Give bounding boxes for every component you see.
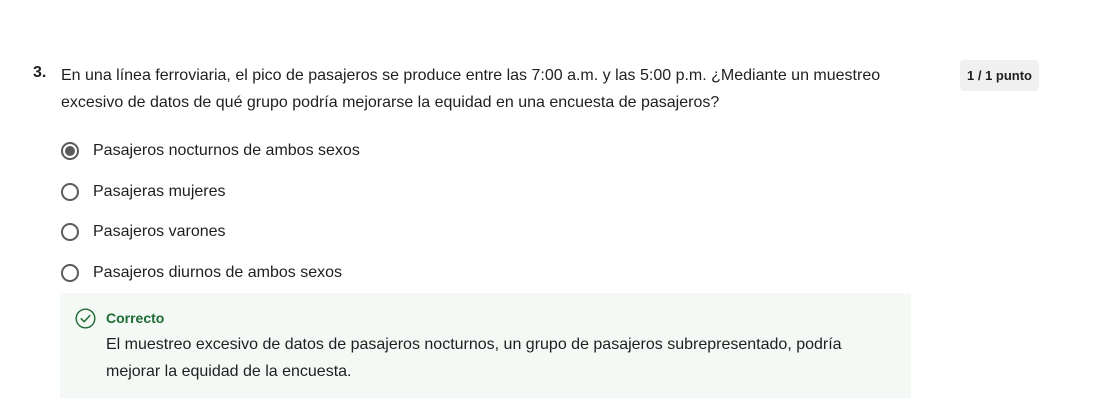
option-male-passengers[interactable] [60, 212, 760, 253]
option-female-passengers[interactable] [60, 172, 760, 213]
option-label: Pasajeros diurnos de ambos sexos [93, 263, 343, 281]
option-label: Pasajeros nocturnos de ambos sexos [93, 142, 360, 160]
feedback-panel [60, 293, 911, 398]
points-badge: 1 / 1 punto [960, 60, 1039, 91]
question-text: En una línea ferroviaria, el pico de pasajeros se produce entre las 7:00 a.m. y las 5:00 p.m. ¿Mediante un muestreo excesivo de datos de qué grupo podría mejorarse la equidad en una encuesta de pasajeros? [61, 67, 881, 111]
check-circle-icon [75, 308, 96, 329]
radio-selected-icon[interactable] [61, 142, 79, 160]
feedback-text: El muestreo excesivo de datos de pasajeros nocturnos, un grupo de pasajeros subrepresentado, podría mejorar la equidad de la encuesta. [106, 336, 842, 380]
question-number: 3. [33, 64, 47, 81]
radio-icon[interactable] [61, 183, 79, 201]
radio-icon[interactable] [61, 264, 79, 282]
option-night-passengers[interactable] [60, 131, 760, 172]
feedback-title: Correcto [106, 310, 165, 326]
option-day-passengers[interactable] [60, 253, 760, 294]
option-label: Pasajeros varones [93, 223, 226, 241]
option-label: Pasajeras mujeres [93, 182, 226, 200]
answer-options [60, 131, 760, 293]
radio-icon[interactable] [61, 223, 79, 241]
